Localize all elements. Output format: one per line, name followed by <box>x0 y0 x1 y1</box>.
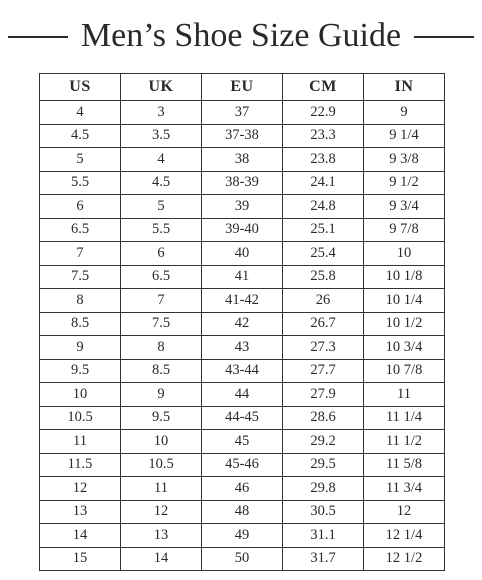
cell-us: 6 <box>40 195 121 219</box>
cell-in: 10 1/2 <box>364 312 445 336</box>
cell-in: 9 1/2 <box>364 171 445 195</box>
cell-us: 11 <box>40 430 121 454</box>
cell-uk: 7.5 <box>121 312 202 336</box>
title-row <box>0 14 482 58</box>
cell-cm: 31.1 <box>283 524 364 548</box>
page-title: Men’s Shoe Size Guide <box>80 17 402 54</box>
table-row <box>40 453 445 477</box>
cell-in: 10 <box>364 242 445 266</box>
cell-eu: 41-42 <box>202 289 283 313</box>
cell-in: 11 5/8 <box>364 453 445 477</box>
cell-cm: 25.8 <box>283 265 364 289</box>
table-row <box>40 101 445 125</box>
cell-cm: 31.7 <box>283 547 364 571</box>
table-row <box>40 148 445 172</box>
cell-in: 10 3/4 <box>364 336 445 360</box>
cell-eu: 42 <box>202 312 283 336</box>
cell-eu: 44-45 <box>202 406 283 430</box>
cell-eu: 43-44 <box>202 359 283 383</box>
cell-uk: 9 <box>121 383 202 407</box>
cell-eu: 48 <box>202 500 283 524</box>
cell-us: 11.5 <box>40 453 121 477</box>
cell-uk: 7 <box>121 289 202 313</box>
cell-eu: 46 <box>202 477 283 501</box>
table-row <box>40 289 445 313</box>
cell-uk: 3 <box>121 101 202 125</box>
cell-in: 9 <box>364 101 445 125</box>
cell-us: 5 <box>40 148 121 172</box>
cell-in: 10 1/8 <box>364 265 445 289</box>
cell-uk: 6.5 <box>121 265 202 289</box>
cell-in: 12 1/2 <box>364 547 445 571</box>
cell-cm: 26 <box>283 289 364 313</box>
cell-uk: 6 <box>121 242 202 266</box>
cell-cm: 29.2 <box>283 430 364 454</box>
cell-uk: 10 <box>121 430 202 454</box>
table-row <box>40 383 445 407</box>
table-row <box>40 430 445 454</box>
column-header-eu: EU <box>202 74 283 101</box>
cell-eu: 39-40 <box>202 218 283 242</box>
table-row <box>40 265 445 289</box>
cell-in: 11 <box>364 383 445 407</box>
cell-uk: 4.5 <box>121 171 202 195</box>
table-row <box>40 547 445 571</box>
cell-cm: 23.3 <box>283 124 364 148</box>
cell-eu: 37-38 <box>202 124 283 148</box>
cell-uk: 5.5 <box>121 218 202 242</box>
column-header-us: US <box>40 74 121 101</box>
cell-in: 11 1/2 <box>364 430 445 454</box>
cell-uk: 8.5 <box>121 359 202 383</box>
cell-uk: 3.5 <box>121 124 202 148</box>
cell-eu: 50 <box>202 547 283 571</box>
cell-eu: 38 <box>202 148 283 172</box>
cell-us: 4.5 <box>40 124 121 148</box>
cell-uk: 4 <box>121 148 202 172</box>
cell-cm: 27.3 <box>283 336 364 360</box>
cell-us: 9.5 <box>40 359 121 383</box>
cell-cm: 26.7 <box>283 312 364 336</box>
cell-us: 12 <box>40 477 121 501</box>
table-row <box>40 171 445 195</box>
title-rule-left <box>8 36 68 38</box>
cell-eu: 44 <box>202 383 283 407</box>
cell-in: 10 7/8 <box>364 359 445 383</box>
cell-us: 15 <box>40 547 121 571</box>
cell-eu: 45-46 <box>202 453 283 477</box>
cell-cm: 24.8 <box>283 195 364 219</box>
cell-uk: 5 <box>121 195 202 219</box>
cell-eu: 41 <box>202 265 283 289</box>
table-row <box>40 218 445 242</box>
cell-in: 12 <box>364 500 445 524</box>
title-rule-right <box>414 36 474 38</box>
table-row <box>40 406 445 430</box>
cell-cm: 24.1 <box>283 171 364 195</box>
cell-cm: 25.4 <box>283 242 364 266</box>
cell-in: 11 1/4 <box>364 406 445 430</box>
table-row <box>40 500 445 524</box>
cell-us: 8.5 <box>40 312 121 336</box>
cell-cm: 22.9 <box>283 101 364 125</box>
cell-in: 12 1/4 <box>364 524 445 548</box>
cell-cm: 25.1 <box>283 218 364 242</box>
cell-eu: 45 <box>202 430 283 454</box>
table-row <box>40 336 445 360</box>
size-table <box>39 73 445 571</box>
cell-uk: 14 <box>121 547 202 571</box>
cell-us: 6.5 <box>40 218 121 242</box>
table-row <box>40 195 445 219</box>
cell-cm: 23.8 <box>283 148 364 172</box>
cell-cm: 30.5 <box>283 500 364 524</box>
cell-in: 9 3/8 <box>364 148 445 172</box>
cell-eu: 43 <box>202 336 283 360</box>
table-header-row <box>40 74 445 101</box>
cell-in: 10 1/4 <box>364 289 445 313</box>
cell-uk: 13 <box>121 524 202 548</box>
cell-eu: 39 <box>202 195 283 219</box>
cell-uk: 12 <box>121 500 202 524</box>
column-header-in: IN <box>364 74 445 101</box>
cell-in: 9 3/4 <box>364 195 445 219</box>
cell-uk: 11 <box>121 477 202 501</box>
cell-us: 5.5 <box>40 171 121 195</box>
cell-uk: 10.5 <box>121 453 202 477</box>
cell-uk: 9.5 <box>121 406 202 430</box>
cell-us: 10 <box>40 383 121 407</box>
table-row <box>40 477 445 501</box>
table-row <box>40 124 445 148</box>
cell-cm: 27.9 <box>283 383 364 407</box>
cell-eu: 37 <box>202 101 283 125</box>
column-header-cm: CM <box>283 74 364 101</box>
cell-in: 9 7/8 <box>364 218 445 242</box>
table-row <box>40 359 445 383</box>
cell-cm: 29.5 <box>283 453 364 477</box>
cell-us: 7.5 <box>40 265 121 289</box>
table-body <box>40 101 445 571</box>
cell-us: 14 <box>40 524 121 548</box>
table-row <box>40 242 445 266</box>
cell-eu: 40 <box>202 242 283 266</box>
cell-cm: 29.8 <box>283 477 364 501</box>
cell-eu: 49 <box>202 524 283 548</box>
cell-us: 8 <box>40 289 121 313</box>
column-header-uk: UK <box>121 74 202 101</box>
cell-in: 11 3/4 <box>364 477 445 501</box>
cell-uk: 8 <box>121 336 202 360</box>
cell-cm: 27.7 <box>283 359 364 383</box>
cell-us: 4 <box>40 101 121 125</box>
cell-us: 10.5 <box>40 406 121 430</box>
cell-us: 9 <box>40 336 121 360</box>
table-row <box>40 524 445 548</box>
cell-us: 7 <box>40 242 121 266</box>
cell-us: 13 <box>40 500 121 524</box>
cell-cm: 28.6 <box>283 406 364 430</box>
cell-eu: 38-39 <box>202 171 283 195</box>
cell-in: 9 1/4 <box>364 124 445 148</box>
table-row <box>40 312 445 336</box>
